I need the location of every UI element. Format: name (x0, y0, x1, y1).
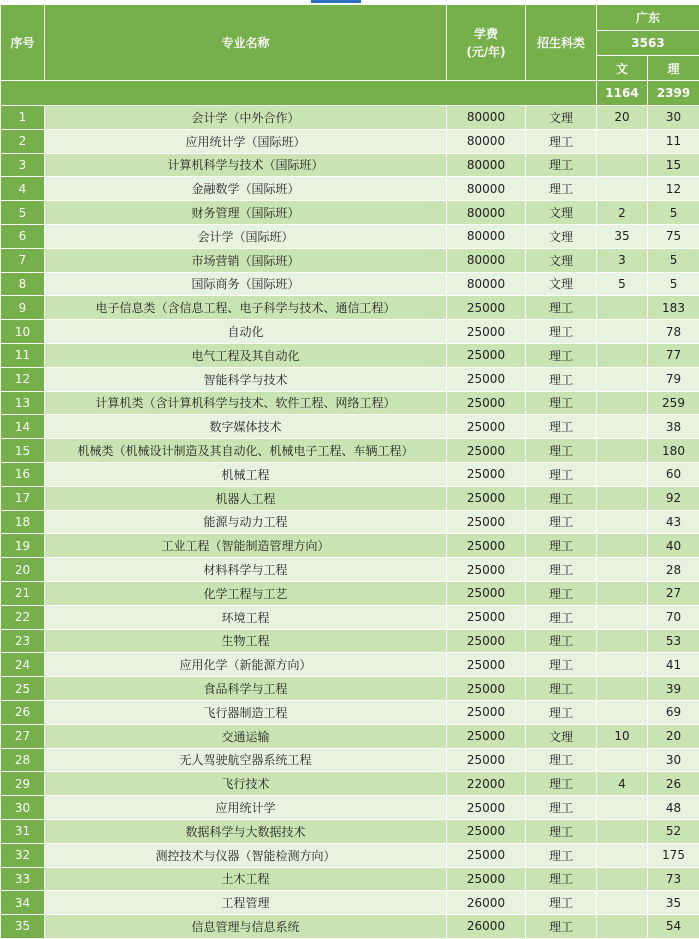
header-li-total: 2399 (648, 81, 699, 106)
table-row (1, 653, 699, 677)
row-li-count: 11 (648, 129, 699, 153)
row-major: 市场营销（国际班） (45, 248, 447, 272)
row-fee: 25000 (447, 748, 526, 772)
row-wen-count (597, 629, 648, 653)
table-header (1, 5, 699, 106)
row-major: 计算机科学与技术（国际班） (45, 153, 447, 177)
row-wen-count (597, 486, 648, 510)
row-li-count: 35 (648, 891, 699, 915)
row-fee: 25000 (447, 558, 526, 582)
row-fee: 25000 (447, 486, 526, 510)
row-wen-count (597, 700, 648, 724)
row-index: 8 (1, 272, 45, 296)
row-wen-count: 3 (597, 248, 648, 272)
table-row (1, 724, 699, 748)
row-fee: 22000 (447, 772, 526, 796)
row-li-count: 175 (648, 843, 699, 867)
row-category: 理工 (526, 153, 597, 177)
row-major: 会计学（国际班） (45, 224, 447, 248)
row-li-count: 60 (648, 462, 699, 486)
header-spacer (1, 81, 597, 106)
row-category: 理工 (526, 296, 597, 320)
row-wen-count: 10 (597, 724, 648, 748)
row-major: 材料科学与工程 (45, 558, 447, 582)
row-index: 13 (1, 391, 45, 415)
row-wen-count (597, 748, 648, 772)
row-major: 应用统计学 (45, 796, 447, 820)
row-category: 理工 (526, 772, 597, 796)
row-index: 10 (1, 320, 45, 344)
row-major: 电子信息类（含信息工程、电子科学与技术、通信工程） (45, 296, 447, 320)
row-fee: 25000 (447, 343, 526, 367)
row-li-count: 27 (648, 581, 699, 605)
row-li-count: 54 (648, 915, 699, 939)
row-wen-count (597, 605, 648, 629)
row-index: 35 (1, 915, 45, 939)
row-fee: 25000 (447, 653, 526, 677)
table-row (1, 534, 699, 558)
row-index: 15 (1, 439, 45, 463)
row-wen-count (597, 462, 648, 486)
row-wen-count (597, 439, 648, 463)
row-fee: 25000 (447, 819, 526, 843)
row-major: 飞行器制造工程 (45, 700, 447, 724)
table-row (1, 558, 699, 582)
row-index: 5 (1, 201, 45, 225)
header-index: 序号 (1, 5, 45, 81)
row-li-count: 183 (648, 296, 699, 320)
header-category: 招生科类 (526, 5, 597, 81)
row-category: 文理 (526, 272, 597, 296)
row-major: 交通运输 (45, 724, 447, 748)
row-li-count: 15 (648, 153, 699, 177)
row-major: 测控技术与仪器（智能检测方向） (45, 843, 447, 867)
row-index: 17 (1, 486, 45, 510)
row-category: 文理 (526, 201, 597, 225)
table-row (1, 748, 699, 772)
row-li-count: 79 (648, 367, 699, 391)
row-index: 6 (1, 224, 45, 248)
row-category: 理工 (526, 462, 597, 486)
row-wen-count (597, 343, 648, 367)
row-li-count: 259 (648, 391, 699, 415)
table-row (1, 439, 699, 463)
row-li-count: 43 (648, 510, 699, 534)
header-fee (447, 5, 526, 81)
row-index: 30 (1, 796, 45, 820)
row-wen-count (597, 296, 648, 320)
top-accent-bar (311, 0, 361, 3)
row-major: 智能科学与技术 (45, 367, 447, 391)
row-major: 工程管理 (45, 891, 447, 915)
row-category: 理工 (526, 867, 597, 891)
row-fee: 25000 (447, 391, 526, 415)
row-wen-count (597, 843, 648, 867)
enrollment-table (0, 4, 699, 939)
row-wen-count (597, 391, 648, 415)
row-li-count: 69 (648, 700, 699, 724)
table-row (1, 700, 699, 724)
row-fee: 80000 (447, 201, 526, 225)
table-row (1, 177, 699, 201)
row-category: 理工 (526, 320, 597, 344)
row-category: 文理 (526, 248, 597, 272)
row-category: 理工 (526, 534, 597, 558)
row-major: 无人驾驶航空器系统工程 (45, 748, 447, 772)
row-major: 自动化 (45, 320, 447, 344)
row-major: 工业工程（智能制造管理方向） (45, 534, 447, 558)
row-category: 理工 (526, 415, 597, 439)
row-index: 20 (1, 558, 45, 582)
row-index: 2 (1, 129, 45, 153)
row-index: 32 (1, 843, 45, 867)
row-major: 土木工程 (45, 867, 447, 891)
row-fee: 25000 (447, 700, 526, 724)
table-row (1, 581, 699, 605)
row-major: 计算机类（含计算机科学与技术、软件工程、网络工程） (45, 391, 447, 415)
row-li-count: 41 (648, 653, 699, 677)
row-index: 24 (1, 653, 45, 677)
row-li-count: 180 (648, 439, 699, 463)
row-li-count: 5 (648, 248, 699, 272)
table-row (1, 843, 699, 867)
row-wen-count (597, 867, 648, 891)
row-major: 应用统计学（国际班） (45, 129, 447, 153)
row-fee: 25000 (447, 843, 526, 867)
row-index: 23 (1, 629, 45, 653)
row-category: 理工 (526, 796, 597, 820)
row-major: 财务管理（国际班） (45, 201, 447, 225)
row-index: 16 (1, 462, 45, 486)
row-fee: 25000 (447, 320, 526, 344)
row-wen-count: 5 (597, 272, 648, 296)
row-li-count: 40 (648, 534, 699, 558)
header-wen: 文 (597, 56, 648, 81)
row-index: 1 (1, 106, 45, 130)
row-fee: 25000 (447, 296, 526, 320)
row-index: 4 (1, 177, 45, 201)
table-row (1, 391, 699, 415)
row-wen-count: 2 (597, 201, 648, 225)
row-wen-count (597, 320, 648, 344)
header-fee-line2: (元/年) (466, 45, 505, 59)
row-wen-count (597, 819, 648, 843)
header-province: 广东 (597, 5, 699, 31)
row-wen-count: 4 (597, 772, 648, 796)
row-li-count: 73 (648, 867, 699, 891)
row-fee: 25000 (447, 439, 526, 463)
table-row (1, 462, 699, 486)
row-wen-count (597, 653, 648, 677)
row-index: 31 (1, 819, 45, 843)
row-li-count: 75 (648, 224, 699, 248)
table-row (1, 677, 699, 701)
row-fee: 26000 (447, 915, 526, 939)
row-fee: 25000 (447, 581, 526, 605)
row-category: 理工 (526, 819, 597, 843)
row-li-count: 26 (648, 772, 699, 796)
row-category: 理工 (526, 510, 597, 534)
table-row (1, 153, 699, 177)
row-index: 14 (1, 415, 45, 439)
row-category: 理工 (526, 343, 597, 367)
row-wen-count (597, 558, 648, 582)
row-li-count: 38 (648, 415, 699, 439)
row-li-count: 92 (648, 486, 699, 510)
row-wen-count (597, 367, 648, 391)
row-li-count: 20 (648, 724, 699, 748)
row-category: 理工 (526, 700, 597, 724)
row-category: 理工 (526, 439, 597, 463)
table-row (1, 296, 699, 320)
row-wen-count (597, 581, 648, 605)
row-major: 机械工程 (45, 462, 447, 486)
row-fee: 25000 (447, 462, 526, 486)
row-major: 电气工程及其自动化 (45, 343, 447, 367)
row-category: 理工 (526, 177, 597, 201)
row-fee: 80000 (447, 224, 526, 248)
row-wen-count (597, 153, 648, 177)
row-index: 28 (1, 748, 45, 772)
row-fee: 80000 (447, 129, 526, 153)
row-major: 数据科学与大数据技术 (45, 819, 447, 843)
table-row (1, 367, 699, 391)
row-fee: 80000 (447, 248, 526, 272)
row-category: 理工 (526, 129, 597, 153)
row-major: 金融数学（国际班） (45, 177, 447, 201)
table-row (1, 629, 699, 653)
row-major: 化学工程与工艺 (45, 581, 447, 605)
row-wen-count (597, 129, 648, 153)
row-category: 理工 (526, 605, 597, 629)
row-fee: 25000 (447, 510, 526, 534)
row-category: 文理 (526, 106, 597, 130)
row-li-count: 28 (648, 558, 699, 582)
row-category: 文理 (526, 224, 597, 248)
row-category: 理工 (526, 653, 597, 677)
table-row (1, 106, 699, 130)
row-major: 数字媒体技术 (45, 415, 447, 439)
row-major: 食品科学与工程 (45, 677, 447, 701)
row-fee: 25000 (447, 724, 526, 748)
row-fee: 25000 (447, 415, 526, 439)
row-li-count: 78 (648, 320, 699, 344)
header-li: 理 (648, 56, 699, 81)
row-fee: 80000 (447, 106, 526, 130)
row-li-count: 5 (648, 201, 699, 225)
row-index: 34 (1, 891, 45, 915)
row-category: 理工 (526, 558, 597, 582)
row-wen-count (597, 510, 648, 534)
table-row (1, 201, 699, 225)
table-row (1, 796, 699, 820)
row-fee: 80000 (447, 153, 526, 177)
row-wen-count (597, 534, 648, 558)
row-fee: 25000 (447, 534, 526, 558)
table-row (1, 510, 699, 534)
table-row (1, 891, 699, 915)
row-category: 理工 (526, 486, 597, 510)
row-major: 机器人工程 (45, 486, 447, 510)
row-category: 理工 (526, 367, 597, 391)
row-wen-count: 20 (597, 106, 648, 130)
table-row (1, 772, 699, 796)
row-index: 3 (1, 153, 45, 177)
row-li-count: 30 (648, 106, 699, 130)
row-index: 25 (1, 677, 45, 701)
row-category: 理工 (526, 677, 597, 701)
row-fee: 80000 (447, 177, 526, 201)
row-major: 生物工程 (45, 629, 447, 653)
row-index: 22 (1, 605, 45, 629)
table-row (1, 415, 699, 439)
row-index: 12 (1, 367, 45, 391)
row-category: 理工 (526, 891, 597, 915)
row-li-count: 39 (648, 677, 699, 701)
table-body (1, 106, 699, 939)
header-wen-total: 1164 (597, 81, 648, 106)
row-li-count: 5 (648, 272, 699, 296)
table-row (1, 248, 699, 272)
row-li-count: 48 (648, 796, 699, 820)
table-row (1, 129, 699, 153)
row-fee: 80000 (447, 272, 526, 296)
row-fee: 25000 (447, 367, 526, 391)
row-wen-count (597, 677, 648, 701)
row-major: 飞行技术 (45, 772, 447, 796)
row-index: 18 (1, 510, 45, 534)
row-category: 理工 (526, 581, 597, 605)
row-index: 7 (1, 248, 45, 272)
row-major: 机械类（机械设计制造及其自动化、机械电子工程、车辆工程） (45, 439, 447, 463)
table-row (1, 605, 699, 629)
row-wen-count (597, 915, 648, 939)
table-row (1, 272, 699, 296)
row-li-count: 52 (648, 819, 699, 843)
table-row (1, 224, 699, 248)
row-li-count: 30 (648, 748, 699, 772)
row-index: 27 (1, 724, 45, 748)
row-index: 11 (1, 343, 45, 367)
row-major: 应用化学（新能源方向） (45, 653, 447, 677)
row-index: 29 (1, 772, 45, 796)
row-category: 理工 (526, 391, 597, 415)
row-major: 会计学（中外合作） (45, 106, 447, 130)
row-index: 9 (1, 296, 45, 320)
row-fee: 25000 (447, 677, 526, 701)
row-fee: 25000 (447, 629, 526, 653)
header-province-total: 3563 (597, 31, 699, 56)
row-li-count: 70 (648, 605, 699, 629)
row-category: 理工 (526, 915, 597, 939)
row-fee: 25000 (447, 605, 526, 629)
row-index: 33 (1, 867, 45, 891)
row-li-count: 12 (648, 177, 699, 201)
header-major: 专业名称 (45, 5, 447, 81)
table-row (1, 343, 699, 367)
row-major: 国际商务（国际班） (45, 272, 447, 296)
row-index: 26 (1, 700, 45, 724)
row-li-count: 77 (648, 343, 699, 367)
header-fee-line1: 学费 (474, 27, 498, 41)
row-category: 理工 (526, 629, 597, 653)
row-wen-count (597, 796, 648, 820)
row-wen-count (597, 891, 648, 915)
table-row (1, 486, 699, 510)
row-major: 环境工程 (45, 605, 447, 629)
table-row (1, 867, 699, 891)
row-category: 理工 (526, 843, 597, 867)
row-index: 21 (1, 581, 45, 605)
row-fee: 25000 (447, 867, 526, 891)
row-major: 能源与动力工程 (45, 510, 447, 534)
table-row (1, 819, 699, 843)
row-fee: 25000 (447, 796, 526, 820)
row-wen-count (597, 415, 648, 439)
row-li-count: 53 (648, 629, 699, 653)
row-major: 信息管理与信息系统 (45, 915, 447, 939)
table-row (1, 320, 699, 344)
row-wen-count: 35 (597, 224, 648, 248)
row-index: 19 (1, 534, 45, 558)
row-wen-count (597, 177, 648, 201)
row-category: 文理 (526, 724, 597, 748)
row-fee: 26000 (447, 891, 526, 915)
row-category: 理工 (526, 748, 597, 772)
table-row (1, 915, 699, 939)
